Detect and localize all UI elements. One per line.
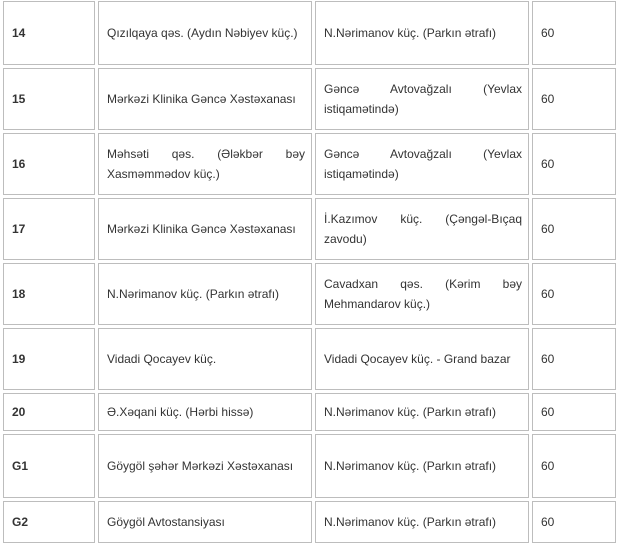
route-end: N.Nərimanov küç. (Parkın ətrafı): [315, 434, 529, 498]
route-end: N.Nərimanov küç. (Parkın ətrafı): [315, 501, 529, 543]
route-end: N.Nərimanov küç. (Parkın ətrafı): [315, 393, 529, 431]
route-duration: 60: [532, 501, 616, 543]
route-number: G2: [3, 501, 95, 543]
route-duration: 60: [532, 133, 616, 195]
table-row: [3, 198, 616, 260]
route-start: Mərkəzi Klinika Gəncə Xəstəxanası: [98, 198, 312, 260]
route-duration: 60: [532, 328, 616, 390]
route-number: 17: [3, 198, 95, 260]
table-row: [3, 263, 616, 325]
table-row: [3, 434, 616, 498]
route-number: 16: [3, 133, 95, 195]
route-end: N.Nərimanov küç. (Parkın ətrafı): [315, 1, 529, 65]
table-row: [3, 133, 616, 195]
route-start: Mərkəzi Klinika Gəncə Xəstəxanası: [98, 68, 312, 130]
route-end: Vidadi Qocayev küç. - Grand bazar: [315, 328, 529, 390]
route-duration: 60: [532, 1, 616, 65]
table-row: [3, 68, 616, 130]
route-end: Gəncə Avtovağzalı (Yevlax istiqamətində): [315, 133, 529, 195]
route-start: Ə.Xəqani küç. (Hərbi hissə): [98, 393, 312, 431]
route-start: Qızılqaya qəs. (Aydın Nəbiyev küç.): [98, 1, 312, 65]
route-number: 20: [3, 393, 95, 431]
table-row: [3, 393, 616, 431]
route-number: 18: [3, 263, 95, 325]
route-end: Cavadxan qəs. (Kərim bəy Mehmandarov küç.): [315, 263, 529, 325]
route-end: İ.Kazımov küç. (Çəngəl-Bıçaq zavodu): [315, 198, 529, 260]
route-number: 15: [3, 68, 95, 130]
route-duration: 60: [532, 393, 616, 431]
table-row: [3, 328, 616, 390]
route-start: Vidadi Qocayev küç.: [98, 328, 312, 390]
route-start: Məhsəti qəs. (Ələkbər bəy Xasməmmədov küç.): [98, 133, 312, 195]
table-row: [3, 501, 616, 543]
route-duration: 60: [532, 434, 616, 498]
route-start: Göygöl şəhər Mərkəzi Xəstəxanası: [98, 434, 312, 498]
route-duration: 60: [532, 263, 616, 325]
route-number: 19: [3, 328, 95, 390]
route-duration: 60: [532, 68, 616, 130]
route-duration: 60: [532, 198, 616, 260]
route-start: N.Nərimanov küç. (Parkın ətrafı): [98, 263, 312, 325]
table-row: [3, 1, 616, 65]
route-number: 14: [3, 1, 95, 65]
route-start: Göygöl Avtostansiyası: [98, 501, 312, 543]
route-end: Gəncə Avtovağzalı (Yevlax istiqamətində): [315, 68, 529, 130]
route-number: G1: [3, 434, 95, 498]
